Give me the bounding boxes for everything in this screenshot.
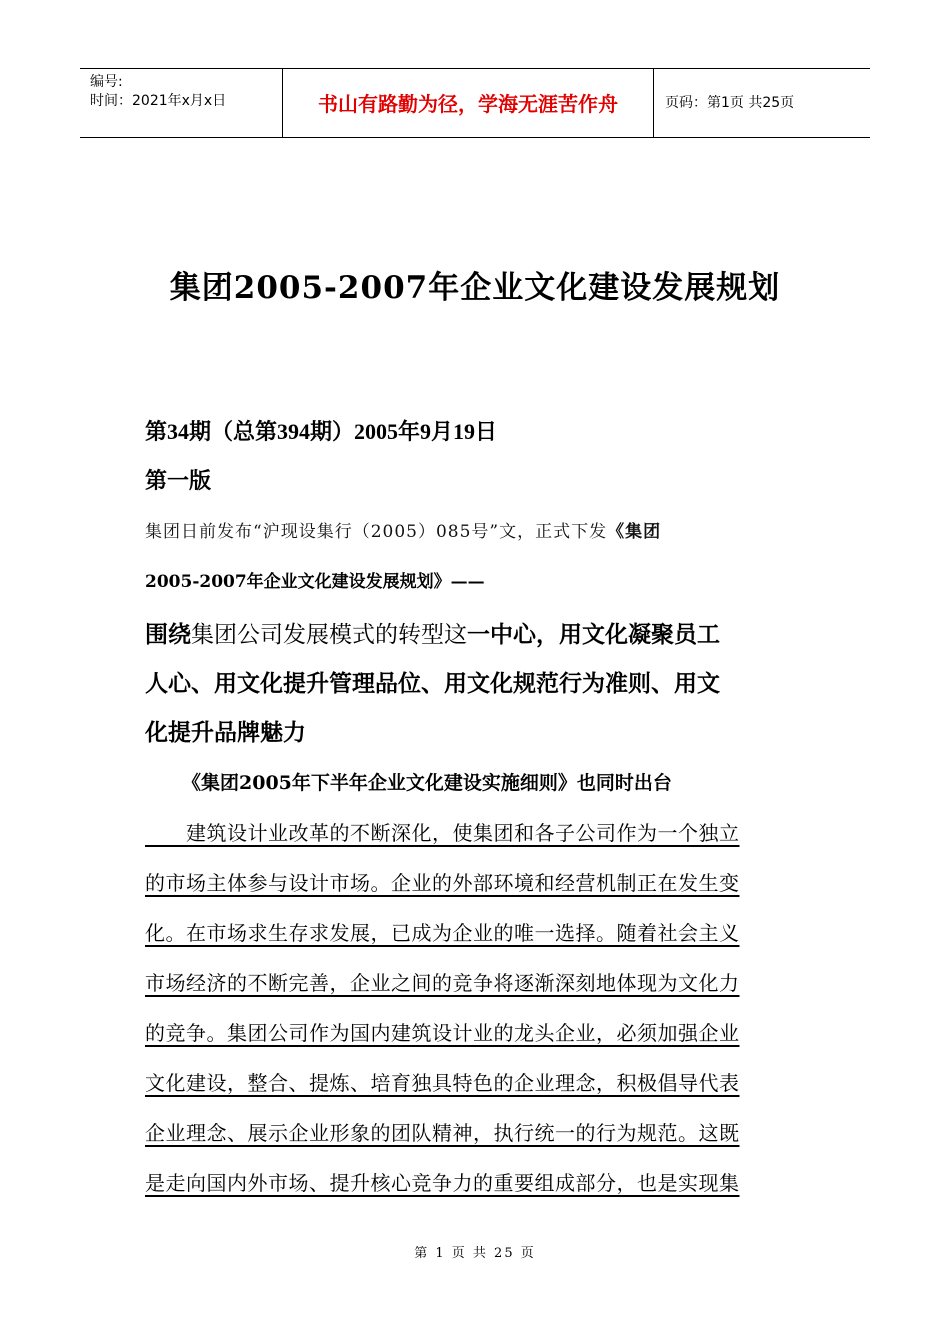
- subheading-line-3: 化提升品牌魅力: [145, 720, 306, 746]
- header-motto-cell: [283, 69, 654, 137]
- document-title: 集团2005-2007年企业文化建设发展规划: [169, 270, 781, 306]
- body-line: 的市场主体参与设计市场。企业的外部环境和经营机制正在发生变: [145, 871, 740, 895]
- header-meta-cell: [80, 69, 283, 137]
- subheading-line-1: [145, 618, 810, 652]
- document-number-label: 编号:: [90, 74, 123, 90]
- body-line: 化。在市场求生存求发展，已成为企业的唯一选择。随着社会主义: [145, 921, 740, 945]
- header-motto: 书山有路勤为径，学海无涯苦作舟: [318, 92, 618, 116]
- subheading-line-1-rest: 一中心，用文化凝聚员工: [467, 622, 720, 648]
- subheading-line-1-mid: 集团公司发展模式的转型这: [191, 622, 467, 648]
- intro-line-1-bold: 《集团: [607, 522, 662, 542]
- intro-line-1-plain: 集团日前发布“沪现设集行（2005）085号”文，正式下发: [145, 522, 608, 542]
- edition-label: 第一版: [145, 468, 212, 493]
- header-page-info: 页码：第1页 共25页: [665, 95, 795, 111]
- header-page-cell: [655, 69, 870, 137]
- header-table: [80, 68, 870, 138]
- page-footer: 第 1 页 共 25 页: [414, 1246, 536, 1261]
- body-line: 企业理念、展示企业形象的团队精神，执行统一的行为规范。这既: [145, 1121, 740, 1145]
- subheading-line-1-prefix: 围绕: [145, 622, 191, 648]
- issue-line: 第34期（总第394期）2005年9月19日: [145, 419, 498, 444]
- body-line: 是走向国内外市场、提升核心竞争力的重要组成部分，也是实现集: [145, 1171, 740, 1195]
- body-line: 市场经济的不断完善，企业之间的竞争将逐渐深刻地体现为文化力: [145, 971, 740, 995]
- subheading-implementation-rules: 《集团2005年下半年企业文化建设实施细则》也同时出台: [182, 772, 672, 794]
- body-line: 建筑设计业改革的不断深化，使集团和各子公司作为一个独立: [145, 821, 740, 845]
- document-time-label: 时间：2021年x月x日: [90, 93, 227, 109]
- subheading-line-2: 人心、用文化提升管理品位、用文化规范行为准则、用文: [145, 671, 720, 697]
- intro-line-1: [145, 518, 661, 546]
- body-line: 的竞争。集团公司作为国内建筑设计业的龙头企业，必须加强企业: [145, 1021, 740, 1045]
- intro-line-2: 2005-2007年企业文化建设发展规划》——: [145, 572, 485, 592]
- body-line: 文化建设，整合、提炼、培育独具特色的企业理念，积极倡导代表: [145, 1071, 740, 1095]
